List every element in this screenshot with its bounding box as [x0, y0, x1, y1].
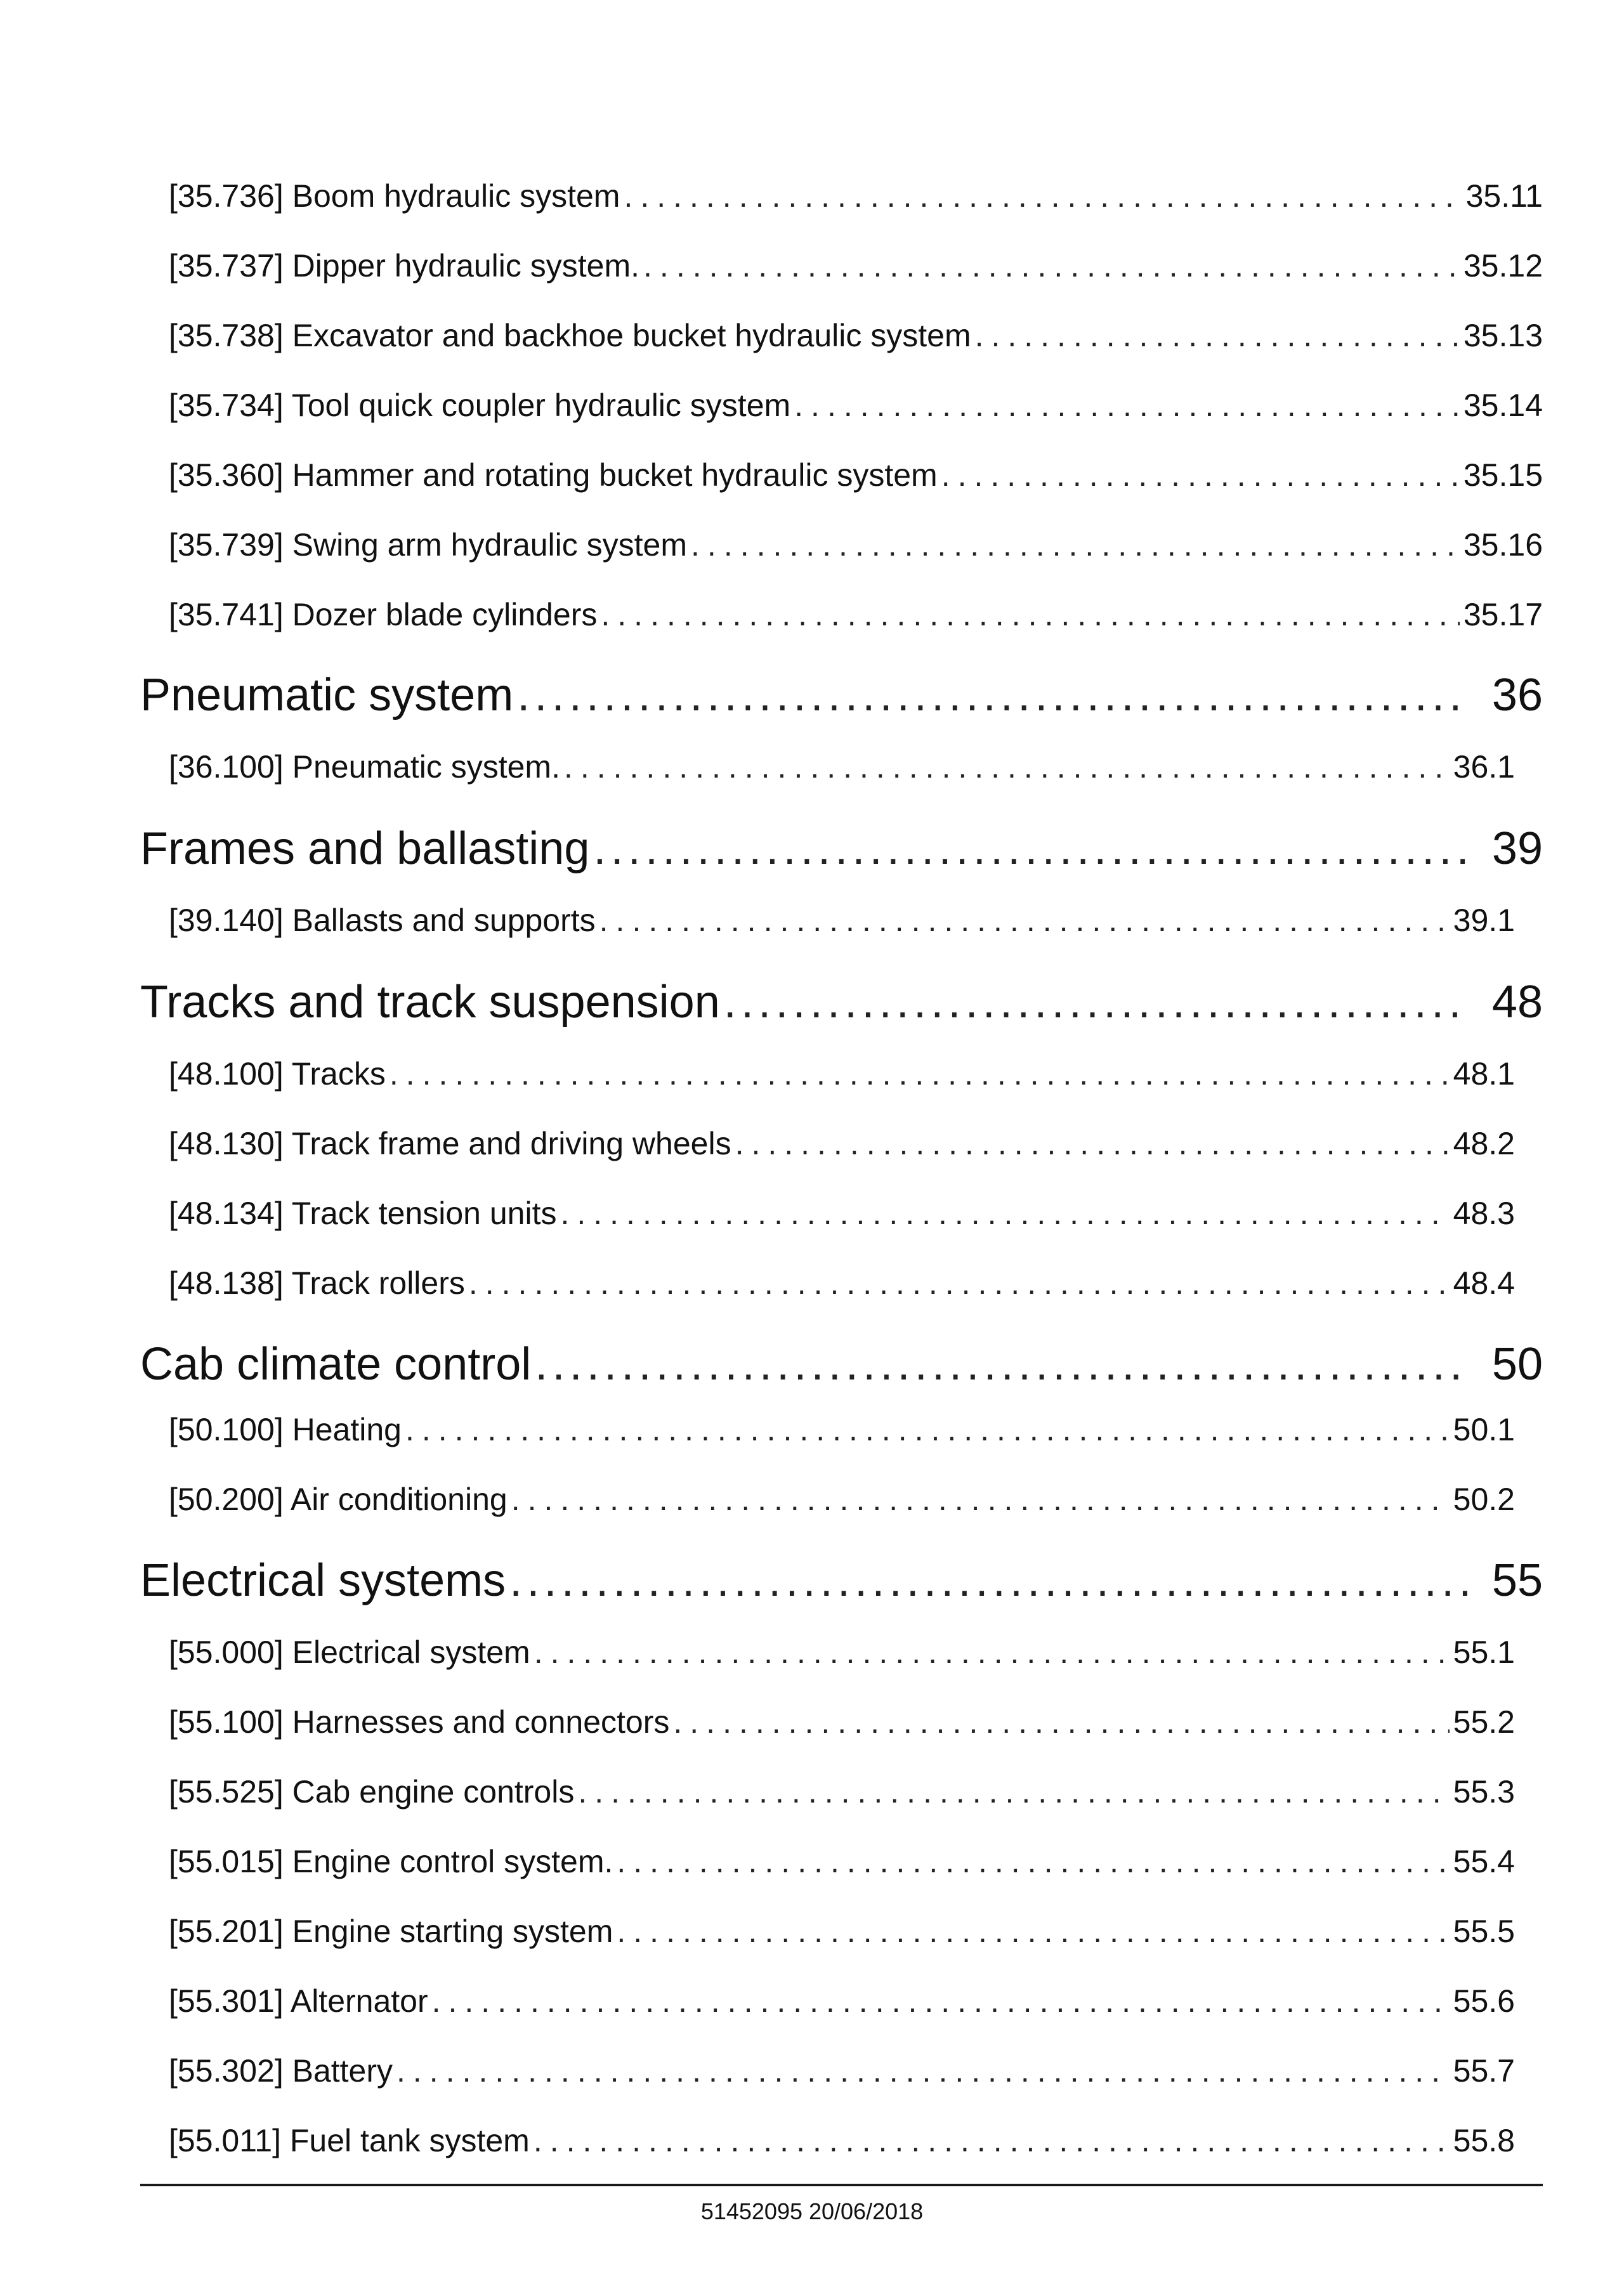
toc-section-title: Frames and ballasting — [140, 823, 590, 874]
toc-entry-title: [55.301] Alternator — [169, 1983, 428, 2019]
toc-entry-row[interactable] — [169, 1411, 1515, 1452]
dot-leader — [535, 1338, 1468, 1390]
toc-page-number: 39.1 — [1453, 903, 1515, 938]
toc-section-row[interactable] — [140, 669, 1543, 726]
toc-entry-row[interactable] — [169, 457, 1543, 497]
toc-section-title: Tracks and track suspension — [140, 977, 720, 1027]
toc-page-number: 55.3 — [1453, 1774, 1515, 1810]
dot-leader — [794, 387, 1460, 424]
dot-leader — [624, 178, 1462, 214]
dot-leader — [578, 1773, 1449, 1810]
toc-entry-title: [35.741] Dozer blade cylinders — [169, 597, 598, 632]
toc-section-row[interactable] — [140, 1338, 1543, 1395]
dot-leader — [975, 317, 1460, 354]
toc-entry-title: [35.360] Hammer and rotating bucket hydraulic system — [169, 457, 938, 493]
toc-entry-title: [55.201] Engine starting system — [169, 1914, 613, 1949]
toc-entry-title: [48.100] Tracks — [169, 1056, 386, 1092]
toc-entry-title: [55.015] Engine control system. — [169, 1844, 613, 1879]
dot-leader — [673, 1704, 1449, 1740]
dot-leader — [593, 823, 1468, 875]
toc-entry-row[interactable] — [169, 387, 1543, 427]
toc-page-number: 55.6 — [1453, 1983, 1515, 2019]
toc-entry-row[interactable] — [169, 178, 1543, 218]
toc-page-number: 35.14 — [1463, 388, 1543, 423]
dot-leader — [432, 1983, 1450, 2019]
toc-entry-row[interactable] — [169, 317, 1543, 358]
toc-entry-row[interactable] — [169, 2052, 1515, 2093]
toc-section-row[interactable] — [140, 976, 1543, 1033]
toc-page-number: 35.17 — [1463, 597, 1543, 632]
toc-entry-row[interactable] — [169, 1913, 1515, 1954]
dot-leader — [509, 1555, 1468, 1607]
toc-page-number: 39 — [1491, 823, 1543, 874]
toc-page-number: 55.5 — [1453, 1914, 1515, 1949]
toc-entry-title: [55.011] Fuel tank system — [169, 2123, 530, 2158]
toc-entry-title: [35.734] Tool quick coupler hydraulic system — [169, 388, 791, 423]
toc-entry-title: [55.525] Cab engine controls — [169, 1774, 575, 1810]
toc-entry-row[interactable] — [169, 2122, 1515, 2163]
toc-page-number: 36.1 — [1453, 749, 1515, 785]
dot-leader — [564, 748, 1450, 785]
toc-entry-row[interactable] — [169, 1195, 1515, 1236]
toc-page-number: 35.11 — [1465, 178, 1543, 214]
toc-entry-title: [36.100] Pneumatic system. — [169, 749, 560, 785]
toc-entry-row[interactable] — [169, 596, 1543, 637]
dot-leader — [469, 1265, 1450, 1301]
dot-leader — [643, 247, 1460, 284]
dot-leader — [601, 596, 1459, 633]
toc-entry-title: [50.200] Air conditioning — [169, 1482, 508, 1517]
toc-page-number: 36 — [1491, 670, 1543, 721]
toc-page-number: 55.4 — [1453, 1844, 1515, 1879]
dot-leader — [390, 1055, 1450, 1092]
toc-entry-title: [48.134] Track tension units — [169, 1196, 557, 1231]
toc-section-title: Electrical systems — [140, 1555, 506, 1606]
dot-leader — [517, 669, 1468, 721]
toc-entry-row[interactable] — [169, 1125, 1515, 1166]
toc-entry-row[interactable] — [169, 1055, 1515, 1096]
dot-leader — [724, 976, 1468, 1028]
toc-entry-title: [55.100] Harnesses and connectors — [169, 1704, 670, 1740]
toc-section-row[interactable] — [140, 1555, 1543, 1612]
toc-page-number: 48.4 — [1453, 1265, 1515, 1301]
dot-leader — [941, 457, 1460, 493]
dot-leader — [599, 902, 1450, 939]
toc-entry-row[interactable] — [169, 1265, 1515, 1305]
toc-entry-title: [48.130] Track frame and driving wheels — [169, 1126, 731, 1161]
toc-entry-title: [35.737] Dipper hydraulic system. — [169, 248, 640, 284]
dot-leader — [617, 1843, 1449, 1880]
toc-page-number: 48.3 — [1453, 1196, 1515, 1231]
toc-entry-row[interactable] — [169, 1773, 1515, 1814]
toc-entry-title: [35.736] Boom hydraulic system — [169, 178, 620, 214]
toc-entry-row[interactable] — [169, 526, 1543, 567]
toc-entry-title: [55.302] Battery — [169, 2053, 393, 2089]
dot-leader — [396, 2052, 1450, 2089]
toc-page-number: 35.16 — [1463, 527, 1543, 563]
toc-page-number: 50 — [1491, 1339, 1543, 1390]
toc-entry-row[interactable] — [169, 1481, 1515, 1522]
toc-entry-title: [48.138] Track rollers — [169, 1265, 465, 1301]
toc-page-number: 35.15 — [1463, 457, 1543, 493]
toc-entry-row[interactable] — [169, 1704, 1515, 1744]
toc-entry-title: [35.739] Swing arm hydraulic system — [169, 527, 688, 563]
dot-leader — [534, 1634, 1450, 1671]
toc-entry-title: [35.738] Excavator and backhoe bucket hydraulic system — [169, 318, 971, 353]
dot-leader — [511, 1481, 1450, 1518]
dot-leader — [405, 1411, 1450, 1448]
toc-entry-row[interactable] — [169, 247, 1543, 288]
dot-leader — [534, 2122, 1450, 2159]
toc-page-number: 50.1 — [1453, 1412, 1515, 1447]
toc-section-title: Pneumatic system — [140, 670, 514, 721]
toc-page-number: 55 — [1491, 1555, 1543, 1606]
toc-page-number: 35.13 — [1463, 318, 1543, 353]
toc-page-number: 55.8 — [1453, 2123, 1515, 2158]
toc-entry-row[interactable] — [169, 1843, 1515, 1884]
toc-page-number: 48.2 — [1453, 1126, 1515, 1161]
toc-page-number: 55.7 — [1453, 2053, 1515, 2089]
toc-entry-row[interactable] — [169, 902, 1515, 943]
toc-entry-row[interactable] — [169, 748, 1515, 789]
toc-page-number: 48.1 — [1453, 1056, 1515, 1092]
toc-page-number: 50.2 — [1453, 1482, 1515, 1517]
toc-page-number: 35.12 — [1463, 248, 1543, 284]
dot-leader — [617, 1913, 1449, 1950]
dot-leader — [735, 1125, 1450, 1162]
toc-entry-title: [55.000] Electrical system — [169, 1634, 530, 1670]
toc-section-row[interactable] — [140, 823, 1543, 880]
toc-section-title: Cab climate control — [140, 1339, 532, 1390]
toc-page-number: 48 — [1491, 977, 1543, 1027]
footer-rule — [140, 2184, 1543, 2186]
footer-document-id: 51452095 20/06/2018 — [700, 2198, 924, 2224]
dot-leader — [560, 1195, 1449, 1232]
toc-entry-title: [50.100] Heating — [169, 1412, 402, 1447]
toc-entry-row[interactable] — [169, 1983, 1515, 2023]
toc-page-number: 55.1 — [1453, 1634, 1515, 1670]
toc-entry-row[interactable] — [169, 1634, 1515, 1674]
dot-leader — [691, 526, 1460, 563]
toc-page-number: 55.2 — [1453, 1704, 1515, 1740]
toc-entry-title: [39.140] Ballasts and supports — [169, 903, 596, 938]
